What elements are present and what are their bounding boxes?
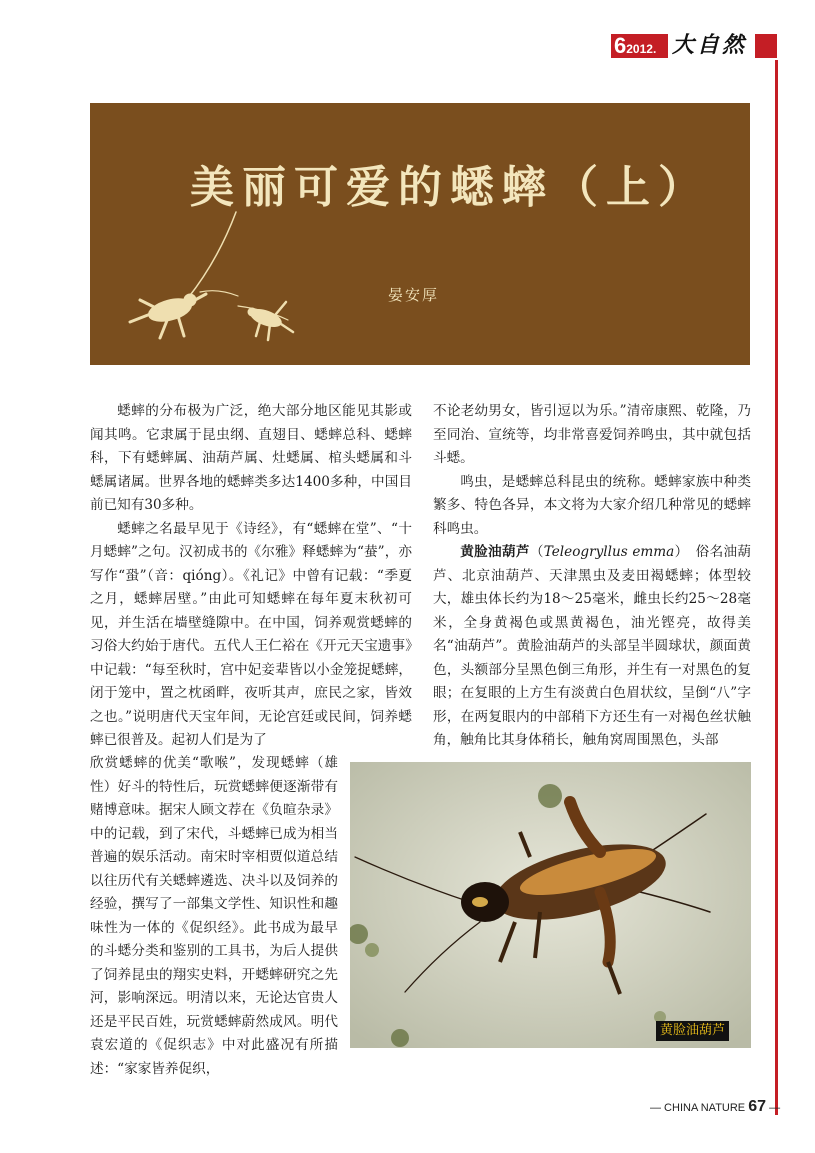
article-title: 美丽可爱的蟋蟀（上） [190, 162, 710, 213]
magazine-logo: 大自然 [668, 31, 753, 59]
article-column-left-bottom [90, 752, 338, 1081]
paragraph: 蟋蟀之名最早见于《诗经》，有“蟋蟀在堂”、“十月蟋蟀”之句。汉初成书的《尔雅》释蟋蟀为“蛬”，亦写作“蛩”（音：qióng）。《礼记》中曾有记载：“季夏之月，蟋蟀居壁。”由此可知蟋蟀在每年夏末秋初可见，并生活在墙壁缝隙中。在中国，饲养观赏蟋蟀的习俗大约始于唐代。五代人王仁裕在《开元天宝遗事》中记载：“每至秋时，宫中妃妾辈皆以小金笼捉蟋蟀，闭于笼中，置之枕函畔，夜听其声，庶民之家，皆效之也。”说明唐代天宝年间，无论宫廷或民间，饲养蟋蟀已很普及。起初人们是为了 [90, 520, 412, 748]
page-edge-rule [775, 60, 778, 1115]
species-name: 黄脸油葫芦 [460, 544, 530, 560]
article-column-left-top [90, 400, 412, 753]
footer-magazine-name: — CHINA NATURE [650, 1102, 746, 1114]
article-column-right [433, 400, 751, 753]
paragraph: 蟋蟀的分布极为广泛，绝大部分地区能见其影或闻其鸣。它隶属于昆虫纲、直翅目、蟋蟀总科、蟋蟀科，下有蟋蟀属、油葫芦属、灶蟋属、棺头蟋属和斗蟋属诸属。世界各地的蟋蟀类多达1400多种，中国目前已知有30多种。 [90, 403, 412, 513]
footer-dash: — [769, 1102, 781, 1114]
header-accent-square [755, 34, 777, 58]
species-latin-name: Teleogryllus emma [543, 544, 675, 560]
issue-number: 6 [614, 33, 627, 58]
paragraph [433, 541, 751, 753]
paragraph: 鸣虫，是蟋蟀总科昆虫的统称。蟋蟀家族中种类繁多、特色各异，本文将为大家介绍几种常见的蟋蟀科鸣虫。 [433, 473, 751, 537]
paragraph: 欣赏蟋蟀的优美“歌喉”，发现蟋蟀（雄性）好斗的特性后，玩赏蟋蟀便逐渐带有赌博意味。据宋人顾文荐在《负暄杂录》中的记载，到了宋代，斗蟋蟀已成为相当普遍的娱乐活动。南宋时宰相贾似道总结以往历代有关蟋蟀遴选、决斗以及饲养的经验，撰写了一部集文学性、知识性和趣味性为一体的《促织经》。此书成为最早的斗蟋分类和鉴别的工具书，为后人提供了饲养昆虫的翔实史料，开蟋蟀研究之先河，影响深远。明清以来，无论达官贵人还是平民百姓，玩赏蟋蟀蔚然成风。明代袁宏道的《促织志》中对此盛况有所描述：“家家皆养促织， [90, 755, 338, 1077]
cricket-photo [350, 762, 751, 1048]
species-description: 俗名油葫芦、北京油葫芦、天津黑虫及麦田褐蟋蟀；体型较大，雄虫体长约为18～25毫米，雌虫长约25～28毫米，全身黄褐色或黑黄褐色，油光铿亮，故得美名“油葫芦”。黄脸油葫芦的头部呈半圆球状，颜面黄色，头额部分呈黑色倒三角形，并生有一对黑色的复眼；在复眼的上方生有淡黄白色眉状纹，呈倒“八”字形，在两复眼内的中部稍下方还生有一对褐色丝状触角，触角比其身体稍长，触角窝周围黑色，头部 [433, 544, 752, 748]
issue-year: 2012. [626, 42, 657, 56]
issue-label [614, 34, 656, 58]
page-footer [650, 1098, 780, 1116]
paragraph: 不论老幼男女，皆引逗以为乐。”清帝康熙、乾隆，乃至同治、宣统等，均非常喜爱饲养鸣虫，其中就包括斗蟋。 [433, 403, 751, 466]
cricket-silhouette-illustration [118, 210, 308, 360]
photo-caption: 黄脸油葫芦 [656, 1021, 729, 1041]
article-author: 晏安厚 [388, 286, 440, 304]
page-number: 67 [748, 1098, 766, 1115]
cricket-photo-image [350, 762, 751, 1048]
species-paren-open: （ [529, 544, 544, 560]
species-paren-close: ） [674, 544, 682, 560]
